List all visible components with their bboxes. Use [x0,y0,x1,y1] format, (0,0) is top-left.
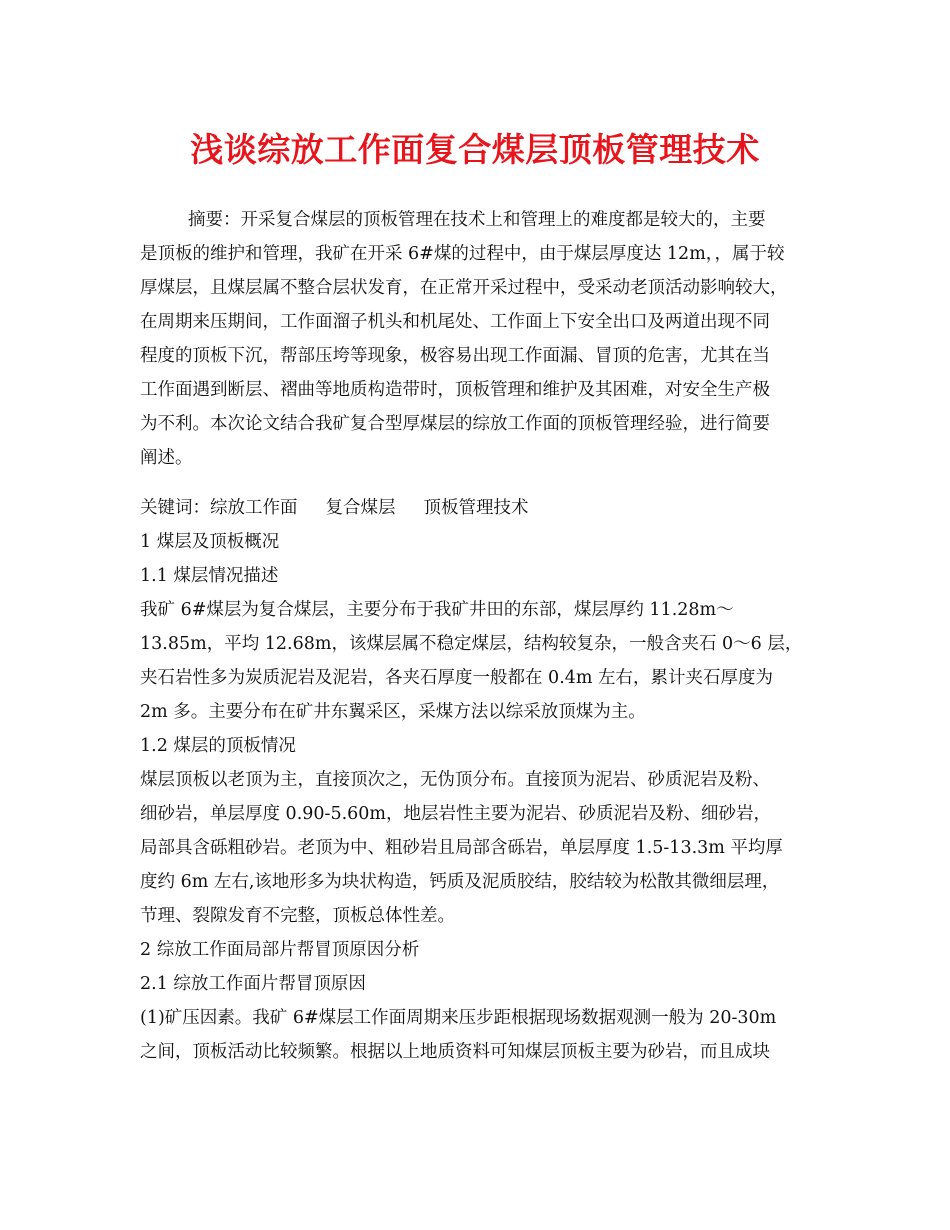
abstract-line: 厚煤层，且煤层属不整合层状发育，在正常开采过程中，受采动老顶活动影响较大， [140,278,788,298]
keyword: 综放工作面 [210,498,298,518]
body-line: 局部具含砾粗砂岩。老顶为中、粗砂岩且局部含砾岩，单层厚度 1.5-13.3m 平均厚 [140,838,783,858]
subsection-heading: 1.2 煤层的顶板情况 [140,736,296,756]
keywords-label: 关键词： [140,498,210,518]
document-title: 浅谈综放工作面复合煤层顶板管理技术 [190,130,760,169]
body-line: 我矿 6#煤层为复合煤层，主要分布于我矿井田的东部，煤层厚约 11.28m～ [140,600,734,620]
section-heading: 2 综放工作面局部片帮冒顶原因分析 [140,940,420,960]
body-line: 度约 6m 左右,该地形多为块状构造，钙质及泥质胶结，胶结较为松散其微细层理， [140,872,780,892]
body-line: 细砂岩，单层厚度 0.90-5.60m，地层岩性主要为泥岩、砂质泥岩及粉、细砂岩， [140,804,771,824]
body-line: 夹石岩性多为炭质泥岩及泥岩，各夹石厚度一般都在 0.4m 左右，累计夹石厚度为 [140,668,774,688]
keyword: 顶板管理技术 [423,498,529,518]
body-line: 煤层顶板以老顶为主，直接顶次之，无伪顶分布。直接顶为泥岩、砂质泥岩及粉、 [140,770,770,790]
body-line: 13.85m，平均 12.68m，该煤层属不稳定煤层，结构较复杂，一般含夹石 0～6 层， [140,634,803,654]
abstract-line: 工作面遇到断层、褶曲等地质构造带时，顶板管理和维护及其困难，对安全生产极 [140,380,770,400]
abstract-line: 阐述。 [140,448,193,468]
subsection-heading: 1.1 煤层情况描述 [140,566,279,586]
abstract-line: 程度的顶板下沉，帮部压垮等现象，极容易出现工作面漏、冒顶的危害，尤其在当 [140,346,770,366]
abstract-line: 摘要：开采复合煤层的顶板管理在技术上和管理上的难度都是较大的，主要 [188,210,766,230]
abstract-line: 是顶板的维护和管理，我矿在开采 6#煤的过程中，由于煤层厚度达 12m，，属于较 [140,244,785,264]
abstract-line: 为不利。本次论文结合我矿复合型厚煤层的综放工作面的顶板管理经验，进行简要 [140,414,770,434]
subsection-heading: 2.1 综放工作面片帮冒顶原因 [140,974,366,994]
body-line: 节理、裂隙发育不完整，顶板总体性差。 [140,906,455,926]
keyword: 复合煤层 [325,498,396,518]
body-line: 之间，顶板活动比较频繁。根据以上地质资料可知煤层顶板主要为砂岩，而且成块 [140,1042,770,1062]
abstract-line: 在周期来压期间，工作面溜子机头和机尾处、工作面上下安全出口及两道出现不同 [140,312,770,332]
body-line: 2m 多。主要分布在矿井东翼采区，采煤方法以综采放顶煤为主。 [140,702,646,722]
body-line: (1)矿压因素。我矿 6#煤层工作面周期来压步距根据现场数据观测一般为 20-30m [140,1008,777,1028]
section-heading: 1 煤层及顶板概况 [140,532,280,552]
keywords-line [140,496,529,520]
